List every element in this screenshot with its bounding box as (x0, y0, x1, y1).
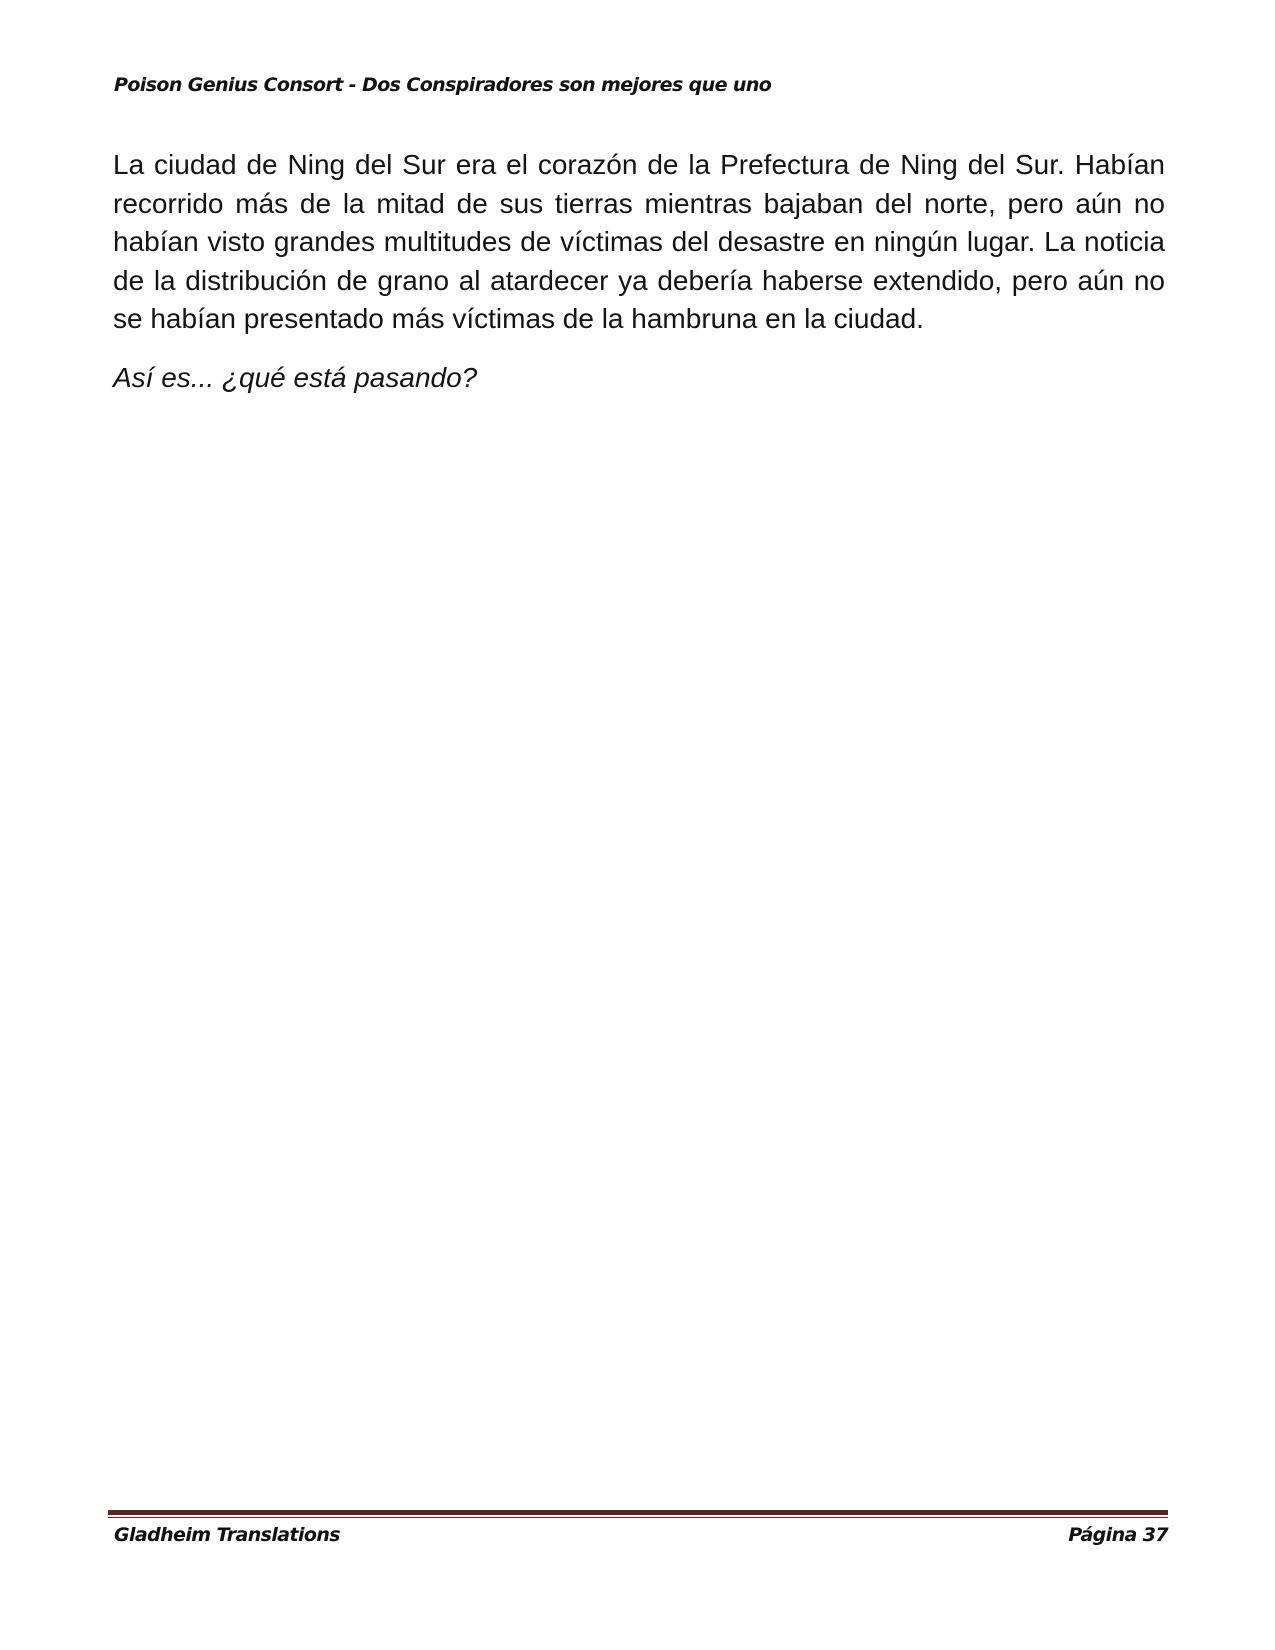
body-paragraph: La ciudad de Ning del Sur era el corazón de la Prefectura de Ning del Sur. Habían recorrido más de la mitad de sus tierras mientras bajaban del norte, pero aún no habían visto grandes multitudes de víctimas del desastre en ningún lugar. La noticia de la distribución de grano al atardecer ya debería haberse extendido, pero aún no se habían presentado más víctimas de la hambruna en la ciudad. (113, 149, 1165, 334)
footer-divider-thin-line (108, 1517, 1168, 1518)
body-text (113, 146, 1165, 397)
footer-divider-thick-line (108, 1510, 1168, 1515)
footer-divider (108, 1510, 1168, 1518)
running-header-title: Poison Genius Consort - Dos Conspiradores son mejores que uno (114, 74, 772, 96)
footer-publisher: Gladheim Translations (114, 1524, 340, 1546)
italic-paragraph: Así es... ¿qué está pasando? (113, 361, 478, 393)
page-footer (114, 1524, 1168, 1546)
footer-page-number: Página 37 (1068, 1524, 1168, 1546)
